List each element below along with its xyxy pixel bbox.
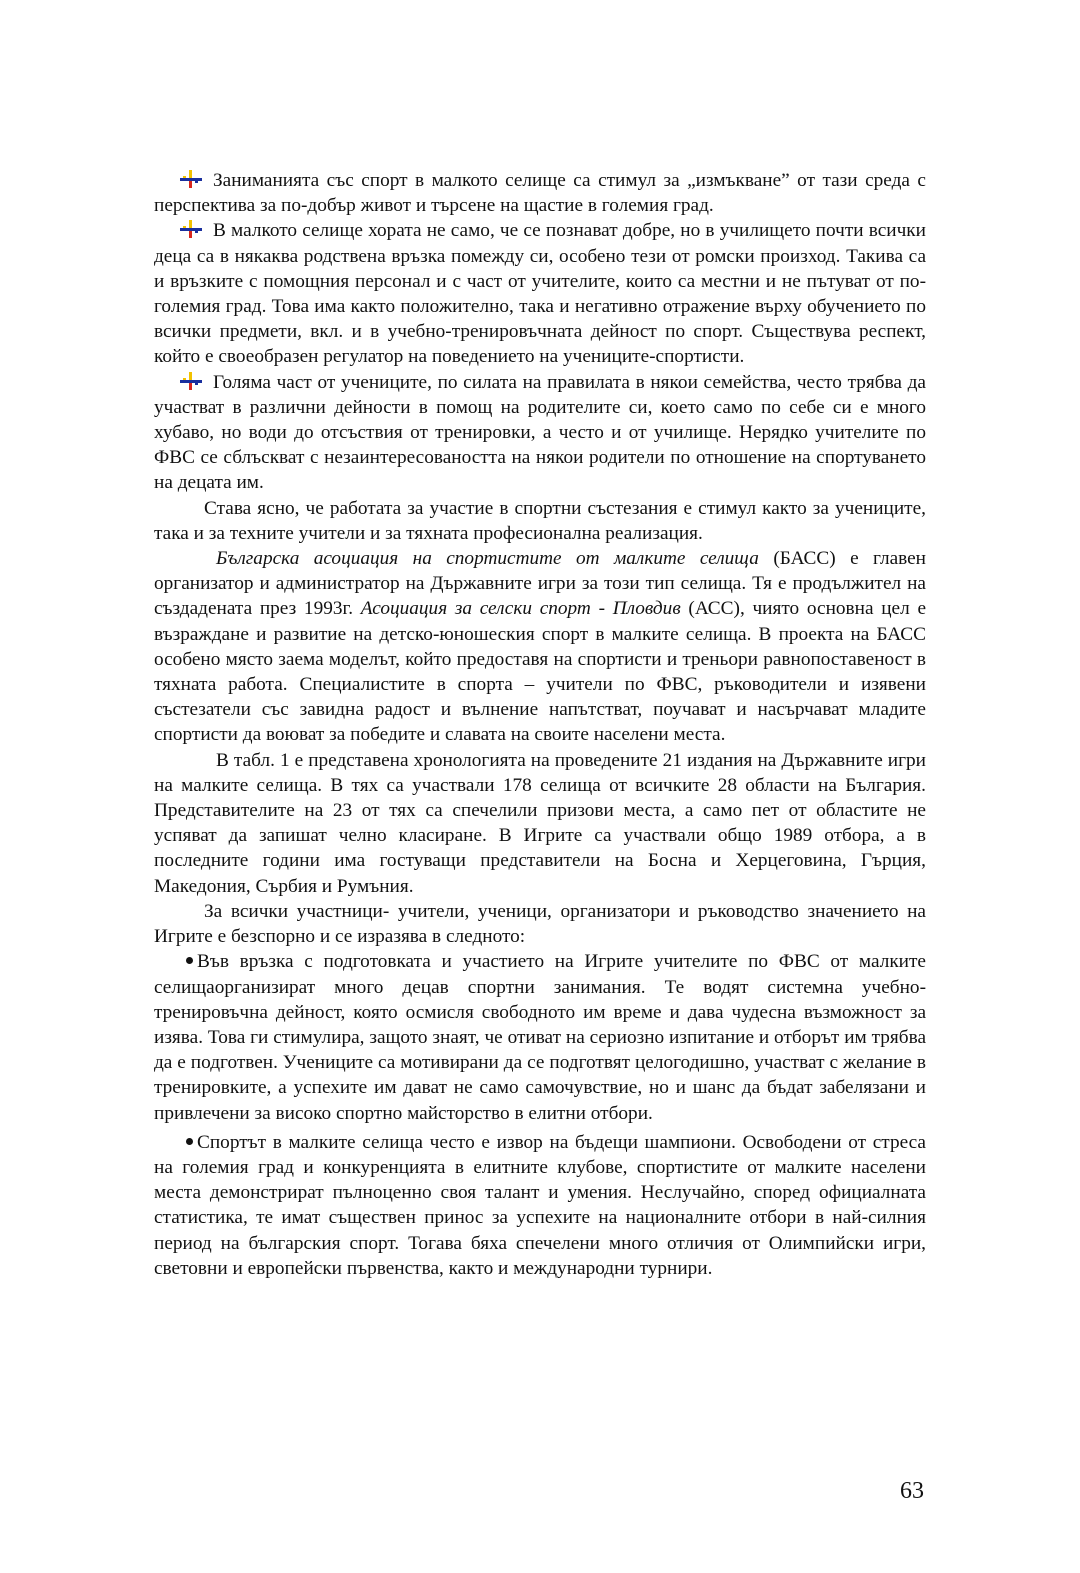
- arrow-cross-bullet-icon: [180, 220, 202, 238]
- page-number: 63: [900, 1478, 924, 1504]
- paragraph-text: За всички участници- учители, ученици, организатори и ръководство значението на Игрите е безспорно и се изразява в следното:: [154, 900, 926, 948]
- paragraph-text: Спортът в малките селища често е извор на бъдещи шампиони. Освободени от стреса на големия град и конкуренцията в елитните клубове, спортистите от малките населени места демонстрират пълноценно своя талант и умения. Неслучайно, според официалната статистика, те имат съществен принос за успехите на националните отбори в най-силния период на българския спорт. Тогава бяха спечелени много отличия от Олимпийски игри, световни и европейски първенства, както и международни турнири.: [154, 1131, 926, 1279]
- paragraph-text: В малкото селище хората не само, че се познават добре, но в училището почти всички деца са в някаква родствена връзка помежду си, особено тези от ромски произход. Такива са и връзките с помощния персонал и с част от учителите, които са местни и не пътуват от по-големия град. Това има както положително, така и негативно отражение върху обучението по всички предмети, вкл. и в учебно-тренировъчната дейност по спорт. Съществува респект, който е своеобразен регулатор на поведението на учениците-спортисти.: [154, 220, 926, 368]
- paragraph-text: (АСС), чиято основна цел е възраждане и развитие на детско-юношеския спорт в малките селища. В проекта на БАСС особено място заема моделът, който предоставя на спортисти и треньори равнопоставеност в тяхната работа. Специалистите в спорта – учители по ФВС, ръководители и изявени състезатели със завидна радост и вълнение напътстват, поучават и насърчават младите спортисти да воюват за победите и славата на своите населени места.: [154, 598, 927, 746]
- paragraph-text: Във връзка с подготовката и участието на Игрите учителите по ФВС от малките селищаорганизират много децав спортни занимания. Те водят системна учебно-тренировъчна дейност, която осмисля свободното им време и дава чудесна възможност за изява. Това ги стимулира, защото знаят, че отиват на сериозно изпитание и отборът им трябва да е подготвен. Учениците са мотивирани да се подготвят целогодишно, участват с желание в тренировките, а успехите им дават не само самочувствие, но и шанс да бъдат забелязани и привлечени за високо спортно майсторство в елитни отбори.: [154, 951, 926, 1124]
- paragraph-conclusion: [154, 496, 926, 546]
- paragraph-participants: [154, 899, 926, 949]
- bullet-dot-icon: [186, 1138, 193, 1145]
- italic-organization-name: Българска асоциация на спортистите от малките селища: [216, 548, 759, 570]
- paragraph-table-reference: [154, 748, 926, 899]
- arrow-cross-bullet-icon: [180, 170, 202, 188]
- document-body: [154, 168, 926, 1281]
- italic-association-name: Асоциация за селски спорт - Пловдив: [360, 598, 681, 620]
- bullet-paragraph-2: [154, 218, 926, 369]
- bullet-paragraph-3: [154, 370, 926, 496]
- paragraph-text: В табл. 1 е представена хронологията на проведените 21 издания на Държавните игри на малките селища. В тях са участвали 178 селища от всичките 28 области на България. Представителите на 23 от тях са спечелили призови места, а само пет от областите не успяват да запишат челно класиране. В Игрите са участвали общо 1989 отбора, а в последните години има гостуващи представители на Босна и Херцеговина, Гърция, Македония, Сърбия и Румъния.: [154, 749, 926, 897]
- paragraph-text: Заниманията със спорт в малкото селище са стимул за „измъкване” от тази среда с перспектива за по-добър живот и търсене на щастие в големия град.: [154, 170, 926, 217]
- arrow-cross-bullet-icon: [180, 372, 202, 390]
- paragraph-text: Става ясно, че работата за участие в спортни състезания е стимул както за учениците, така и за техните учители и за тяхната професионална реализация.: [154, 497, 926, 544]
- paragraph-bass: [154, 546, 926, 748]
- dot-bullet-paragraph-2: [154, 1130, 926, 1281]
- paragraph-text: (БАСС) е главен организатор и администратор на Държавните игри за този тип селища. Тя е продължител на създадената през 1993г.: [154, 548, 926, 620]
- paragraph-text: Голяма част от учениците, по силата на правилата в някои семейства, често трябва да участват в различни дейности в помощ на родителите си, което само по себе си е много хубаво, но води до отсъствия от тренировки, а често и от училище. Нерядко учителите по ФВС се сблъскват с незаинтересоваността на някои родители по отношение на спортуването на децата им.: [154, 371, 926, 494]
- dot-bullet-paragraph-1: [154, 949, 926, 1125]
- bullet-dot-icon: [186, 957, 193, 964]
- bullet-paragraph-1: [154, 168, 926, 218]
